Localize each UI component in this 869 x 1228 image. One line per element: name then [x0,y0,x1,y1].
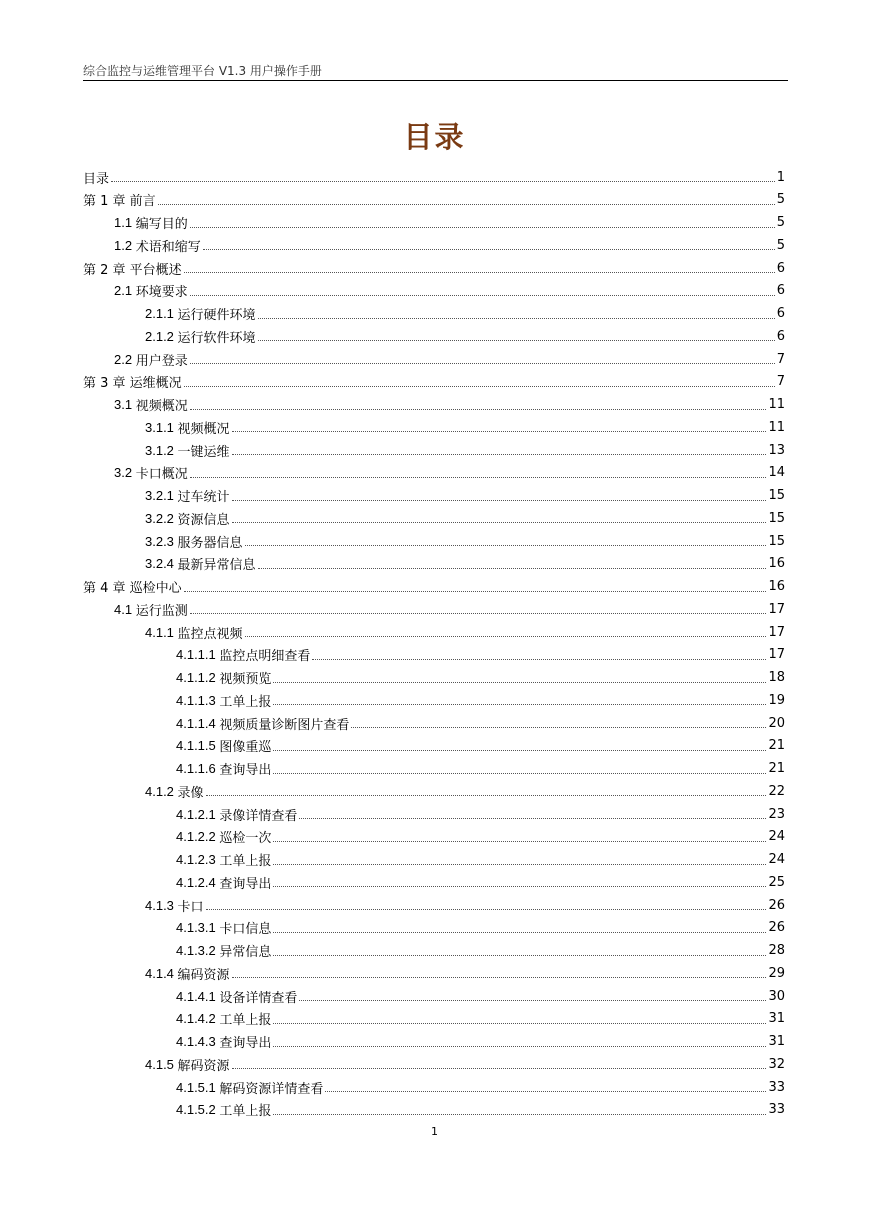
toc-entry-page: 5 [776,237,785,253]
toc-entry-page: 33 [768,1079,785,1095]
toc-entry-number: 2.1.1 [145,306,178,321]
toc-entry-number: 4.1.1.6 [176,761,220,776]
toc-dot-leader [273,750,766,751]
toc-entry-number: 2.1.2 [145,328,178,344]
toc-entry[interactable] [114,599,785,619]
toc-entry-label: 目录 [83,171,110,187]
toc-entry-number: 4.1.2.1 [176,806,220,822]
toc-dot-leader [190,477,767,478]
toc-dot-leader [258,568,767,569]
toc-entry-number: 1.1 [114,215,136,230]
toc-entry-label: 巡检一次 [219,831,272,847]
toc-dot-leader [190,613,767,614]
toc-dot-leader [273,1114,766,1115]
toc-dot-leader [299,818,766,819]
toc-entry-page: 6 [776,328,785,344]
toc-entry[interactable] [145,895,785,915]
toc-entry-label: 查询导出 [219,763,272,778]
toc-entry-label: 查询导出 [219,876,272,892]
toc-entry-page: 31 [768,1011,785,1027]
toc-entry-number: 4.1.1 [145,624,178,640]
toc-entry[interactable] [145,326,785,346]
toc-entry-number: 3.2.3 [145,533,178,549]
toc-entry-page: 21 [768,761,785,776]
toc-entry[interactable] [83,258,785,278]
toc-entry-page: 26 [768,920,785,936]
toc-entry[interactable] [176,713,785,733]
toc-entry-page: 22 [768,783,785,799]
toc-entry-label: 监控点明细查看 [219,649,311,665]
toc-entry-page: 17 [768,624,785,640]
toc-dot-leader [273,1023,766,1024]
toc-entry[interactable] [114,463,785,483]
toc-entry-label: 设备详情查看 [219,990,298,1006]
toc-dot-leader [245,636,767,637]
toc-entry-page: 15 [768,510,785,526]
toc-entry-label: 录像 [177,785,204,801]
toc-dot-leader [258,318,775,319]
toc-dot-leader [273,955,766,956]
toc-dot-leader [184,386,775,387]
toc-entry-page: 6 [776,283,785,299]
toc-entry-label: 工单上报 [219,694,272,710]
toc-entry-page: 23 [768,806,785,822]
toc-entry-page: 24 [768,829,785,845]
toc-entry-label: 运维概况 [129,376,182,392]
toc-entry[interactable] [114,395,785,415]
toc-entry-page: 15 [768,533,785,549]
toc-entry-label: 资源信息 [177,512,230,528]
toc-entry-number: 4.1.5.1 [176,1079,220,1095]
toc-entry[interactable] [176,759,785,779]
toc-dot-leader [245,545,767,546]
toc-dot-leader [273,841,766,842]
toc-entry-page: 7 [776,351,785,367]
toc-entry-page: 28 [768,943,785,958]
toc-entry-number: 4.1.2.4 [176,874,220,890]
toc-entry[interactable] [176,645,785,665]
toc-entry-label: 术语和缩写 [135,239,201,255]
toc-dot-leader [190,409,767,410]
toc-entry-page: 26 [768,897,785,913]
toc-entry-label: 一键运维 [177,444,230,460]
toc-entry-number: 2.2 [114,351,136,367]
toc-dot-leader [273,886,766,887]
toc-entry[interactable] [176,736,785,756]
toc-entry[interactable] [176,1100,785,1120]
toc-entry-number: 4.1.3.2 [176,943,220,958]
toc-entry-page: 16 [768,579,785,594]
header-divider [83,80,788,81]
toc-entry-number: 4.1.1.3 [176,692,220,708]
toc-entry-number: 4.1.4.3 [176,1034,220,1049]
toc-entry-number: 3.1 [114,397,136,412]
toc-dot-leader [273,864,766,865]
toc-entry-number: 3.2.4 [145,556,178,572]
toc-entry[interactable] [176,1009,785,1029]
toc-entry[interactable] [83,372,785,392]
toc-entry-page: 30 [768,988,785,1004]
toc-entry[interactable] [145,440,785,460]
toc-entry-page: 24 [768,852,785,867]
toc-entry-number: 2.1 [114,283,136,299]
toc-entry-number: 4.1.4.1 [176,988,220,1004]
toc-entry-number: 第 2 章 [83,262,130,278]
toc-entry-number: 4.1.4 [145,965,178,981]
toc-entry-page: 21 [768,738,785,754]
toc-entry-page: 5 [776,215,785,230]
toc-entry[interactable] [83,577,785,597]
toc-entry-page: 1 [776,169,785,185]
toc-entry-label: 解码资源 [177,1058,230,1074]
toc-dot-leader [232,431,767,432]
toc-entry[interactable] [176,827,785,847]
toc-entry-number: 1.2 [114,237,136,253]
toc-entry-number: 3.1.1 [145,419,178,435]
toc-entry-label: 卡口概况 [135,467,188,483]
toc-entry[interactable] [145,486,785,506]
toc-entry-label: 监控点视频 [177,626,243,642]
toc-entry-label: 卡口信息 [219,922,272,938]
toc-entry[interactable] [114,213,785,233]
toc-entry-number: 4.1.1.5 [176,738,220,754]
toc-entry-page: 17 [768,601,785,617]
toc-entry-number: 4.1 [114,601,136,617]
toc-entry-number: 第 1 章 [83,194,130,210]
toc-entry-label: 图像重巡 [219,740,272,756]
toc-entry-number: 4.1.2 [145,783,178,799]
toc-entry-label: 环境要求 [135,285,188,301]
toc-entry-page: 13 [768,442,785,458]
toc-entry-number: 4.1.3.1 [176,920,220,936]
toc-entry-page: 16 [768,556,785,572]
toc-entry-label: 工单上报 [219,1013,272,1029]
toc-dot-leader [232,454,767,455]
toc-dot-leader [206,795,767,796]
toc-entry-page: 29 [768,965,785,981]
toc-dot-leader [232,500,767,501]
toc-entry-label: 用户登录 [135,353,188,369]
toc-entry-number: 4.1.5.2 [176,1102,220,1118]
toc-entry[interactable] [145,622,785,642]
toc-dot-leader [351,727,766,728]
page-title: 目录 [403,120,466,154]
toc-entry-page: 11 [768,397,785,412]
toc-entry-label: 视频概况 [135,399,188,414]
toc-entry[interactable] [176,1077,785,1097]
toc-entry[interactable] [83,167,785,187]
toc-dot-leader [325,1091,766,1092]
toc-entry-number: 4.1.1.4 [176,715,220,731]
toc-dot-leader [184,272,775,273]
running-header: 综合监控与运维管理平台 V1.3 用户操作手册 [83,64,322,78]
toc-entry-page: 20 [768,715,785,731]
toc-dot-leader [190,227,775,228]
toc-entry-label: 服务器信息 [177,535,243,551]
toc-entry[interactable] [176,918,785,938]
toc-dot-leader [258,340,775,341]
toc-entry[interactable] [145,531,785,551]
toc-entry-page: 25 [768,874,785,890]
toc-dot-leader [184,591,767,592]
toc-entry[interactable] [145,781,785,801]
toc-entry-label: 视频预览 [219,672,272,687]
toc-entry-label: 运行硬件环境 [177,308,256,323]
toc-dot-leader [232,977,767,978]
toc-entry-number: 4.1.4.2 [176,1011,220,1027]
toc-entry-page: 31 [768,1034,785,1049]
toc-entry-label: 视频概况 [177,421,230,437]
toc-dot-leader [190,363,775,364]
toc-entry-label: 编写目的 [135,217,188,232]
toc-dot-leader [312,659,766,660]
toc-entry-label: 异常信息 [219,945,272,960]
toc-entry-label: 运行软件环境 [177,330,256,346]
toc-dot-leader [232,1068,767,1069]
toc-entry-label: 工单上报 [219,854,272,869]
toc-entry-label: 查询导出 [219,1036,272,1051]
toc-entry[interactable] [176,872,785,892]
toc-entry-label: 最新异常信息 [177,558,256,574]
toc-entry-page: 14 [768,465,785,481]
toc-entry-number: 3.2.1 [145,488,178,503]
toc-dot-leader [273,704,766,705]
toc-entry-page: 5 [776,192,785,208]
toc-entry[interactable] [145,963,785,983]
toc-entry-page: 17 [768,647,785,663]
toc-entry-label: 过车统计 [177,490,230,505]
toc-entry[interactable] [83,190,785,210]
toc-entry-page: 6 [776,306,785,321]
toc-entry[interactable] [145,508,785,528]
toc-entry-number: 3.1.2 [145,442,178,458]
toc-entry-number: 4.1.1.2 [176,670,220,685]
toc-dot-leader [111,181,775,182]
toc-dot-leader [273,773,766,774]
toc-entry-number: 4.1.2.3 [176,852,220,867]
toc-entry[interactable] [114,235,785,255]
toc-entry-label: 巡检中心 [129,581,182,596]
toc-entry[interactable] [176,804,785,824]
page-number: 1 [431,1125,438,1138]
toc-entry-number: 3.2.2 [145,510,178,526]
toc-entry-number: 第 3 章 [83,376,130,392]
toc-entry-number: 4.1.1.1 [176,647,220,663]
toc-entry[interactable] [176,1032,785,1052]
toc-entry-page: 7 [776,374,785,390]
toc-entry[interactable] [114,349,785,369]
toc-entry-number: 4.1.5 [145,1056,178,1072]
toc-entry-label: 运行监测 [135,603,188,619]
toc-entry-label: 工单上报 [219,1104,272,1120]
toc-entry-page: 19 [768,692,785,708]
toc-entry-label: 卡口 [177,899,204,915]
toc-entry-label: 视频质量诊断图片查看 [219,717,350,733]
toc-entry-page: 6 [776,260,785,276]
toc-entry[interactable] [176,850,785,870]
toc-entry[interactable] [114,281,785,301]
toc-entry[interactable] [145,554,785,574]
toc-entry-number: 3.2 [114,465,136,481]
toc-entry-page: 18 [768,670,785,685]
toc-entry-label: 录像详情查看 [219,808,298,824]
toc-entry[interactable] [145,417,785,437]
toc-entry-number: 4.1.3 [145,897,178,913]
toc-dot-leader [158,204,775,205]
toc-entry-page: 11 [768,419,785,435]
toc-dot-leader [232,522,767,523]
toc-dot-leader [190,295,775,296]
toc-entry[interactable] [176,941,785,961]
toc-entry[interactable] [176,690,785,710]
toc-dot-leader [273,932,766,933]
toc-entry[interactable] [176,986,785,1006]
toc-entry-label: 解码资源详情查看 [219,1081,324,1097]
toc-entry-label: 平台概述 [129,262,182,278]
toc-entry-number: 4.1.2.2 [176,829,220,845]
toc-entry-page: 15 [768,488,785,503]
toc-entry[interactable] [176,668,785,688]
toc-dot-leader [299,1000,766,1001]
toc-entry-label: 编码资源 [177,967,230,983]
toc-entry[interactable] [145,1054,785,1074]
toc-entry[interactable] [145,304,785,324]
toc-entry-page: 32 [768,1056,785,1072]
toc-dot-leader [273,682,766,683]
toc-dot-leader [203,249,775,250]
toc-entry-number: 第 4 章 [83,581,130,596]
toc-entry-page: 33 [768,1102,785,1118]
toc-entry-label: 前言 [129,194,156,210]
toc-dot-leader [206,909,767,910]
toc-dot-leader [273,1046,766,1047]
